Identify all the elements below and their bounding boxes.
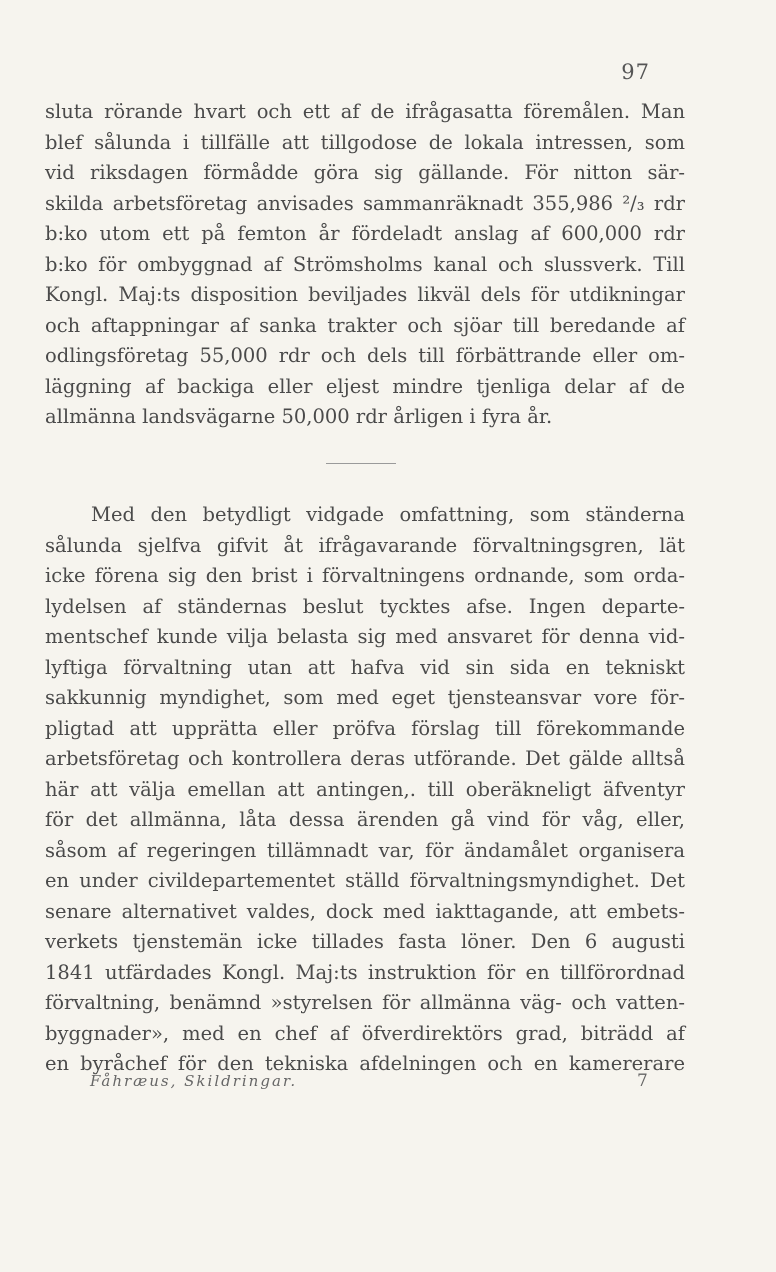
text-line: 1841 utfärdades Kongl. Maj:ts instruktion för en tillförordnad xyxy=(45,960,685,984)
text-line: blef sålunda i tillfälle att tillgodose de lokala intressen, som xyxy=(45,130,685,154)
text-line: sålunda sjelfva gifvit åt ifrågavarande förvaltningsgren, lät xyxy=(45,533,685,557)
text-line: arbetsföretag och kontrollera deras utförande. Det gälde alltså xyxy=(45,747,685,770)
signature-mark: Fåhræus, Skildringar. xyxy=(90,1072,298,1090)
text-line: lyftiga förvaltning utan att hafva vid sin sida en tekniskt xyxy=(45,655,685,679)
text-line: lydelsen af ständernas beslut tycktes afse. Ingen departe- xyxy=(45,594,685,618)
text-line: för det allmänna, låta dessa ärenden gå vind för våg, eller, xyxy=(45,808,685,831)
text-line: senare alternativet valdes, dock med iakttagande, att embets- xyxy=(45,899,685,923)
text-line: och aftappningar af sanka trakter och sjöar till beredande af xyxy=(45,313,685,337)
text-line: här att välja emellan att antingen,. till oberäkneligt äfventyr xyxy=(45,777,685,801)
text-line: icke förena sig den brist i förvaltningens ordnande, som orda- xyxy=(45,564,685,587)
text-line: pligtad att upprätta eller pröfva förslag till förekommande xyxy=(45,716,685,740)
text-line: en byråchef för den tekniska afdelningen och en kamererare xyxy=(45,1052,685,1075)
sheet-number: 7 xyxy=(637,1071,648,1091)
section-divider xyxy=(326,463,396,464)
text-line: skilda arbetsföretag anvisades sammanräknadt 355,986 ²/₃ rdr xyxy=(45,191,685,215)
paragraph-2 xyxy=(45,500,685,1080)
text-line: vid riksdagen förmådde göra sig gällande. För nitton sär- xyxy=(45,161,685,184)
text-line: såsom af regeringen tillämnadt var, för ändamålet organisera xyxy=(45,838,685,862)
text-line: läggning af backiga eller eljest mindre tjenliga delar af de xyxy=(45,374,685,398)
text-line: byggnader», med en chef af öfverdirektörs grad, biträdd af xyxy=(45,1021,685,1045)
text-line: Kongl. Maj:ts disposition beviljades likväl dels för utdikningar xyxy=(45,283,685,306)
text-line: Med den betydligt vidgade omfattning, som ständerna xyxy=(91,503,685,526)
text-line: b:ko för ombyggnad af Strömsholms kanal och slussverk. Till xyxy=(45,252,685,276)
text-line: allmänna landsvägarne 50,000 rdr årligen i fyra år. xyxy=(45,405,553,428)
text-line: sluta rörande hvart och ett af de ifrågasatta föremålen. Man xyxy=(45,100,685,123)
text-line: b:ko utom ett på femton år fördeladt anslag af 600,000 rdr xyxy=(45,222,685,245)
text-line: mentschef kunde vilja belasta sig med ansvaret för denna vid- xyxy=(45,625,685,648)
text-line: sakkunnig myndighet, som med eget tjensteansvar vore för- xyxy=(45,686,685,709)
text-line: odlingsföretag 55,000 rdr och dels till förbättrande eller om- xyxy=(45,344,685,367)
paragraph-1 xyxy=(45,97,685,433)
page-number: 97 xyxy=(621,60,650,84)
text-line: verkets tjenstemän icke tillades fasta löner. Den 6 augusti xyxy=(45,930,685,953)
text-line: en under civildepartementet ställd förvaltningsmyndighet. Det xyxy=(45,869,685,892)
text-line: förvaltning, benämnd »styrelsen för allmänna väg- och vatten- xyxy=(45,991,685,1014)
